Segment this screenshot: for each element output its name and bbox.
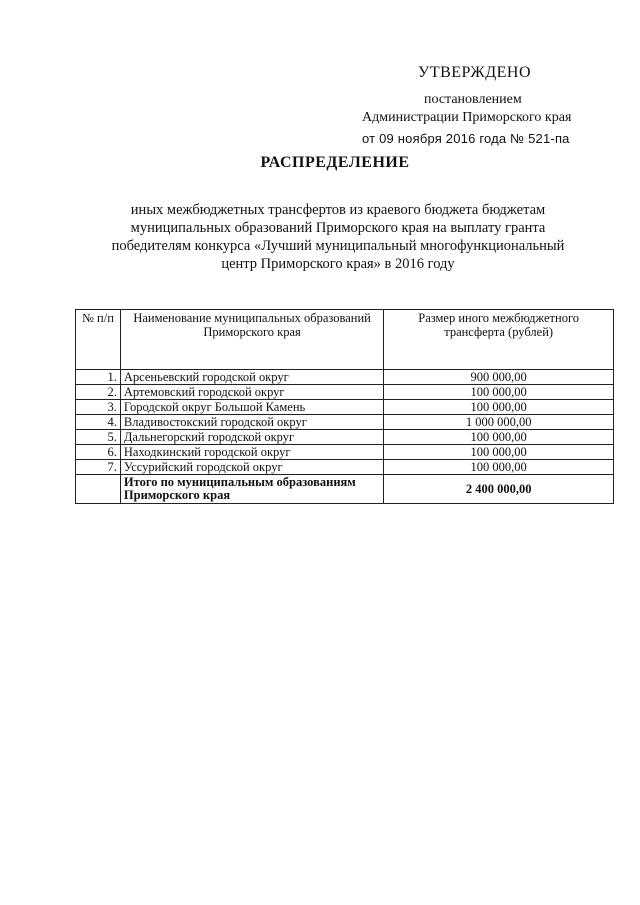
subtitle-line: иных межбюджетных трансфертов из краевого бюджета бюджетам	[130, 202, 546, 218]
row-num: 4.	[76, 415, 121, 430]
approval-date-number: от 09 ноября 2016 года № 521-па	[362, 131, 570, 146]
header-name: Наименование муниципальных образований Приморского края	[120, 310, 383, 370]
distribution-table	[75, 309, 614, 504]
row-amount: 900 000,00	[384, 370, 614, 385]
row-num: 1.	[76, 370, 121, 385]
row-name: Артемовский городской округ	[120, 385, 383, 400]
row-name: Арсеньевский городской округ	[120, 370, 383, 385]
table-row	[76, 385, 614, 400]
row-amount: 1 000 000,00	[384, 415, 614, 430]
total-amount: 2 400 000,00	[384, 475, 614, 504]
table-row	[76, 445, 614, 460]
table-header-row	[76, 310, 614, 370]
table-total-row	[76, 475, 614, 504]
document-subtitle	[100, 201, 576, 273]
row-num: 2.	[76, 385, 121, 400]
document-title: РАСПРЕДЕЛЕНИЕ	[260, 154, 410, 171]
approval-resolution-label: постановлением	[424, 92, 522, 107]
row-amount: 100 000,00	[384, 400, 614, 415]
row-num: 3.	[76, 400, 121, 415]
row-num: 5.	[76, 430, 121, 445]
table-row	[76, 415, 614, 430]
table-row	[76, 430, 614, 445]
row-name: Находкинский городской округ	[120, 445, 383, 460]
table-row	[76, 460, 614, 475]
approval-authority: Администрации Приморского края	[362, 110, 572, 125]
row-amount: 100 000,00	[384, 385, 614, 400]
total-label: Итого по муниципальным образованиям Приморского края	[120, 475, 383, 504]
subtitle-line: центр Приморского края» в 2016 году	[221, 256, 455, 272]
row-num: 6.	[76, 445, 121, 460]
row-num: 7.	[76, 460, 121, 475]
table-row	[76, 400, 614, 415]
row-name: Дальнегорский городской округ	[120, 430, 383, 445]
approval-title: УТВЕРЖДЕНО	[418, 64, 532, 81]
row-amount: 100 000,00	[384, 460, 614, 475]
row-name: Уссурийский городской округ	[120, 460, 383, 475]
header-amount: Размер иного межбюджетного трансферта (рублей)	[384, 310, 614, 370]
total-num-empty	[76, 475, 121, 504]
row-name: Владивостокский городской округ	[120, 415, 383, 430]
subtitle-line: муниципальных образований Приморского края на выплату гранта	[130, 220, 546, 236]
row-amount: 100 000,00	[384, 445, 614, 460]
header-num: № п/п	[76, 310, 121, 370]
row-amount: 100 000,00	[384, 430, 614, 445]
table-row	[76, 370, 614, 385]
approval-stamp-block	[0, 0, 640, 160]
subtitle-line: победителям конкурса «Лучший муниципальный многофункциональный	[111, 238, 565, 254]
row-name: Городской округ Большой Камень	[120, 400, 383, 415]
